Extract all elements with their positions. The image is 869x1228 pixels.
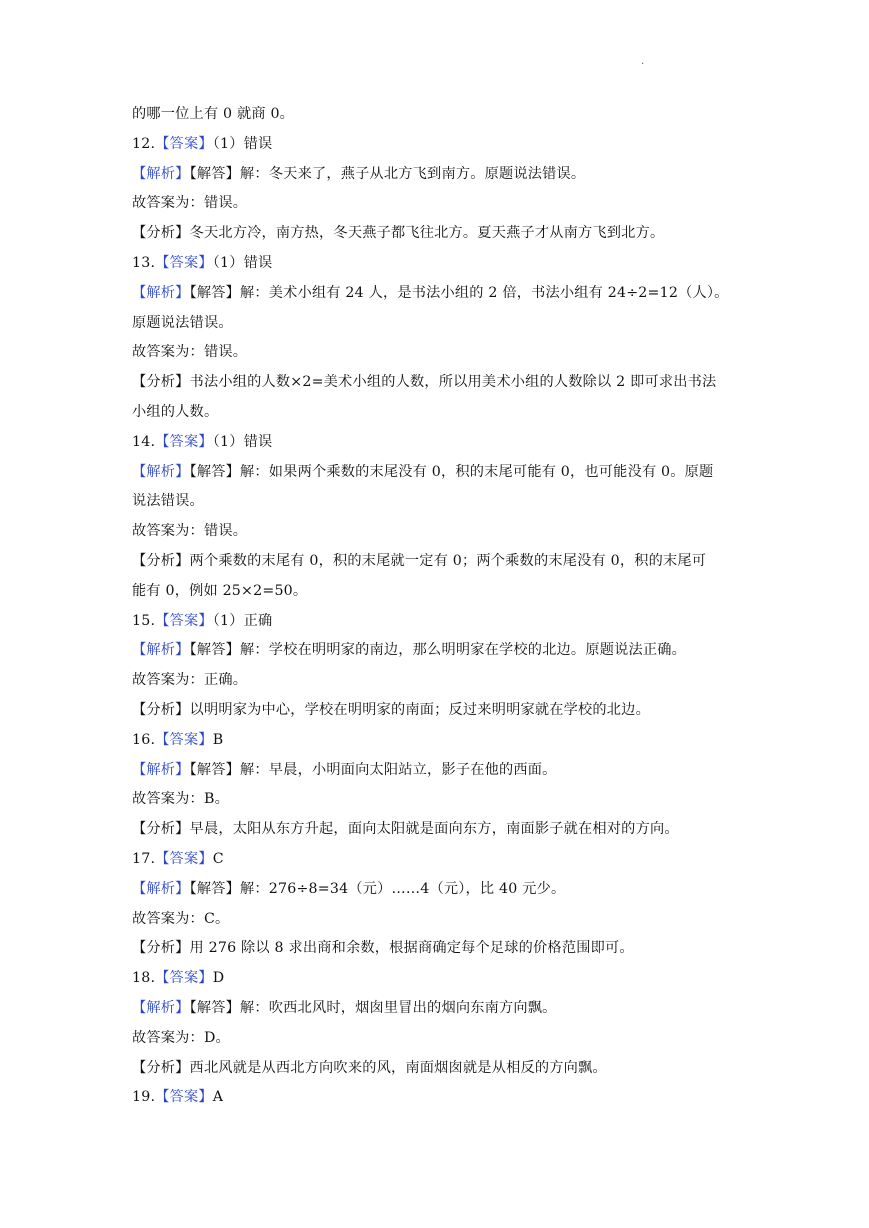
blue-label: 【答案】 xyxy=(155,850,213,867)
text-line xyxy=(132,934,742,964)
text-line xyxy=(132,905,742,935)
text-line xyxy=(132,815,742,845)
text-line xyxy=(132,636,742,666)
text-line xyxy=(132,160,742,190)
text-segment: 原题说法错误。 xyxy=(132,314,233,331)
text-line xyxy=(132,875,742,905)
text-line xyxy=(132,607,742,637)
text-segment: 【分析】书法小组的人数×2=美术小组的人数，所以用美术小组的人数除以 2 即可求出书法 xyxy=(132,374,717,391)
text-segment: 【解答】解：276÷8=34（元）……4（元），比 40 元少。 xyxy=(189,880,566,897)
blue-label: 【解析】 xyxy=(132,463,190,480)
text-line xyxy=(132,338,742,368)
text-segment: （1）错误 xyxy=(212,433,273,450)
text-segment: A xyxy=(212,1089,224,1106)
text-segment: 16. xyxy=(132,731,156,748)
text-segment: 【分析】以明明家为中心，学校在明明家的南面；反过来明明家就在学校的北边。 xyxy=(132,701,650,718)
text-line xyxy=(132,130,742,160)
text-line xyxy=(132,458,742,488)
blue-label: 【答案】 xyxy=(155,970,213,987)
text-segment: 故答案为：错误。 xyxy=(132,195,248,212)
text-line xyxy=(132,249,742,279)
text-line xyxy=(132,517,742,547)
text-segment: 说法错误。 xyxy=(132,493,204,510)
blue-label: 【解析】 xyxy=(132,165,190,182)
text-segment: 故答案为：正确。 xyxy=(132,672,248,689)
text-segment: 的哪一位上有 0 就商 0。 xyxy=(132,106,295,122)
text-line xyxy=(132,994,742,1024)
text-line xyxy=(132,487,742,517)
blue-label: 【答案】 xyxy=(155,433,213,450)
text-segment: 故答案为：C。 xyxy=(132,910,230,927)
header-mark: . xyxy=(641,56,645,67)
text-segment: 14. xyxy=(132,433,156,450)
text-line xyxy=(132,100,742,130)
blue-label: 【解析】 xyxy=(132,880,190,897)
text-line xyxy=(132,428,742,458)
text-line xyxy=(132,1083,742,1113)
text-segment: 故答案为：D。 xyxy=(132,1029,230,1046)
blue-label: 【答案】 xyxy=(155,731,213,748)
text-line xyxy=(132,1054,742,1084)
text-line xyxy=(132,726,742,756)
text-line xyxy=(132,964,742,994)
text-line xyxy=(132,666,742,696)
blue-label: 【解析】 xyxy=(132,999,190,1016)
text-line xyxy=(132,547,742,577)
text-segment: 【解答】解：早晨，小明面向太阳站立，影子在他的西面。 xyxy=(189,761,557,778)
text-line xyxy=(132,756,742,786)
text-segment: 【解答】解：美术小组有 24 人，是书法小组的 2 倍，书法小组有 24÷2=12（人）。 xyxy=(189,284,729,301)
text-segment: 【解答】解：学校在明明家的南边，那么明明家在学校的北边。原题说法正确。 xyxy=(189,642,687,659)
text-segment: 故答案为：错误。 xyxy=(132,344,248,361)
text-segment: 18. xyxy=(132,970,156,987)
text-segment: C xyxy=(212,850,224,867)
text-line xyxy=(132,696,742,726)
text-segment: 【解答】解：如果两个乘数的末尾没有 0，积的末尾可能有 0，也可能没有 0。原题 xyxy=(189,463,714,480)
text-segment: 【解答】解：冬天来了，燕子从北方飞到南方。原题说法错误。 xyxy=(189,165,586,182)
blue-label: 【答案】 xyxy=(155,135,213,152)
text-line xyxy=(132,577,742,607)
blue-label: 【答案】 xyxy=(155,1089,213,1106)
text-segment: 故答案为：错误。 xyxy=(132,523,248,540)
text-segment: 【分析】早晨，太阳从东方升起，面向太阳就是面向东方，南面影子就在相对的方向。 xyxy=(132,821,679,838)
answer-text-body xyxy=(132,100,742,1113)
blue-label: 【答案】 xyxy=(155,254,213,271)
text-segment: D xyxy=(212,970,225,987)
text-line xyxy=(132,845,742,875)
text-segment: 能有 0，例如 25×2=50。 xyxy=(132,582,308,599)
text-segment: 【分析】用 276 除以 8 求出商和余数，根据商确定每个足球的价格范围即可。 xyxy=(132,940,634,957)
text-line xyxy=(132,398,742,428)
blue-label: 【解析】 xyxy=(132,761,190,778)
text-segment: 【解答】解：吹西北风时，烟囱里冒出的烟向东南方向飘。 xyxy=(189,999,557,1016)
text-segment: 13. xyxy=(132,254,156,271)
text-segment: 【分析】两个乘数的末尾有 0，积的末尾就一定有 0；两个乘数的末尾没有 0，积的末尾可 xyxy=(132,552,707,569)
text-segment: 小组的人数。 xyxy=(132,403,219,420)
text-segment: 12. xyxy=(132,135,156,152)
text-line xyxy=(132,279,742,309)
blue-label: 【解析】 xyxy=(132,284,190,301)
text-segment: 【分析】冬天北方冷，南方热，冬天燕子都飞往北方。夏天燕子才从南方飞到北方。 xyxy=(132,225,665,242)
text-segment: （1）错误 xyxy=(212,135,273,152)
text-line xyxy=(132,309,742,339)
text-line xyxy=(132,785,742,815)
text-line xyxy=(132,219,742,249)
text-line xyxy=(132,1024,742,1054)
text-line xyxy=(132,189,742,219)
text-segment: （1）正确 xyxy=(212,612,273,629)
text-segment: 故答案为：B。 xyxy=(132,791,229,808)
text-segment: 【分析】西北风就是从西北方向吹来的风，南面烟囱就是从相反的方向飘。 xyxy=(132,1059,607,1076)
text-segment: （1）错误 xyxy=(212,254,273,271)
text-segment: 17. xyxy=(132,850,156,867)
text-segment: 15. xyxy=(132,612,156,629)
text-line xyxy=(132,368,742,398)
blue-label: 【解析】 xyxy=(132,642,190,659)
blue-label: 【答案】 xyxy=(155,612,213,629)
text-segment: B xyxy=(212,731,224,748)
text-segment: 19. xyxy=(132,1089,156,1106)
